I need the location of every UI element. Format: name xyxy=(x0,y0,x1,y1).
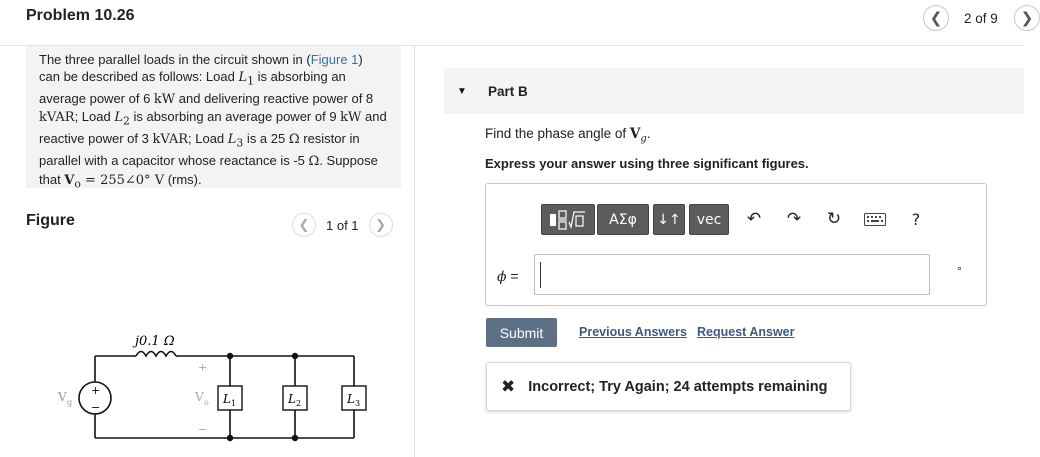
part-b-header[interactable] xyxy=(444,68,1024,114)
redo-button[interactable] xyxy=(782,206,806,232)
reset-button[interactable] xyxy=(822,206,846,232)
subscript-superscript-button[interactable]: ↓↑ xyxy=(653,204,685,235)
undo-icon: ↶ xyxy=(746,209,762,229)
svg-text:+: + xyxy=(91,384,101,397)
instruction-text: Express your answer using three significant figures. xyxy=(485,156,809,171)
figure-prev-button[interactable] xyxy=(292,213,316,237)
keyboard-button[interactable] xyxy=(862,206,888,232)
problem-statement: The three parallel loads in the circuit shown in (Figure 1) can be described as follows: Load $L_1$ is absorbing an average power of 6 kW and delivering reactive power of 8 kVAR; Load $L_2$ is absorbing an average power of 9 kW and reactive power of 3 kVAR; Load $L_3$ is a 25 Ω resistor in parallel with a capacitor whose reactance is -5 Ω. Suppose that $V_o$ = 255∠0° V (rms). xyxy=(26,46,401,188)
x-mark-icon: ✖ xyxy=(501,376,516,396)
keyboard-icon xyxy=(864,213,886,226)
svg-text:L: L xyxy=(347,392,355,406)
inductor-symbol xyxy=(136,352,176,357)
prev-problem-button[interactable] xyxy=(923,5,949,31)
text-cursor xyxy=(540,262,541,288)
svg-text:L: L xyxy=(223,392,231,406)
redo-icon: ↷ xyxy=(786,209,802,229)
chevron-left-icon: ❮ xyxy=(929,10,943,27)
svg-text:L: L xyxy=(288,392,296,406)
chevron-right-icon: ❯ xyxy=(375,217,386,232)
next-problem-button[interactable] xyxy=(1014,5,1040,31)
source-label: V xyxy=(58,390,67,404)
page-indicator: 2 of 9 xyxy=(964,11,998,26)
answer-label: ϕ = xyxy=(497,268,519,285)
circuit-diagram xyxy=(50,325,380,450)
svg-text:1: 1 xyxy=(231,399,237,408)
figure-link[interactable]: Figure 1 xyxy=(310,52,359,67)
collapse-caret-icon[interactable]: ▼ xyxy=(457,86,467,97)
reset-icon: ↻ xyxy=(826,209,842,229)
vector-button[interactable]: vec xyxy=(689,204,729,235)
problem-title: Problem 10.26 xyxy=(26,7,135,24)
chevron-right-icon: ❯ xyxy=(1020,10,1034,27)
question-text: Find the phase angle of $V_g$. xyxy=(485,126,651,145)
chevron-left-icon: ❮ xyxy=(298,217,310,232)
template-button[interactable] xyxy=(541,204,595,235)
figure-counter: 1 of 1 xyxy=(326,217,359,233)
fraction-sqrt-template-icon xyxy=(548,209,588,231)
svg-text:+: + xyxy=(198,361,208,374)
vo-label: V xyxy=(195,390,204,404)
svg-text:−: − xyxy=(91,401,101,414)
figure-navigation xyxy=(292,213,393,237)
svg-text:3: 3 xyxy=(355,399,361,408)
svg-text:2: 2 xyxy=(296,399,302,408)
help-button[interactable]: ? xyxy=(911,209,921,229)
answer-panel xyxy=(485,183,987,306)
part-b-title: Part B xyxy=(488,84,528,99)
feedback-message xyxy=(486,362,851,411)
request-answer-link[interactable]: Request Answer xyxy=(697,325,795,339)
undo-button[interactable] xyxy=(742,206,766,232)
unit-label: ° xyxy=(957,264,962,278)
previous-answers-link[interactable]: Previous Answers xyxy=(579,325,687,339)
answer-input[interactable] xyxy=(534,254,930,295)
figure-heading: Figure xyxy=(26,212,75,229)
column-divider xyxy=(414,46,415,457)
svg-text:−: − xyxy=(198,423,208,436)
greek-symbols-button[interactable]: ΑΣφ xyxy=(597,204,649,235)
feedback-text: Incorrect; Try Again; 24 attempts remaining xyxy=(528,378,828,395)
impedance-label: j0.1 Ω xyxy=(135,334,175,349)
submit-button[interactable]: Submit xyxy=(486,318,557,347)
svg-text:o: o xyxy=(204,398,209,407)
svg-text:g: g xyxy=(67,398,73,407)
figure-next-button[interactable] xyxy=(369,213,393,237)
